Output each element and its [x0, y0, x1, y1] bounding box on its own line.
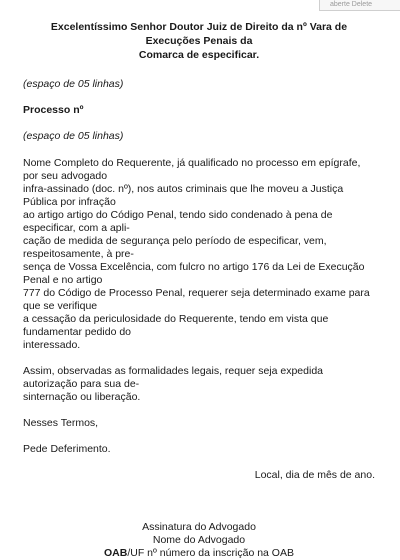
date-line: Local, dia de mês de ano.: [254, 469, 375, 481]
oab-registration: [23, 547, 375, 560]
paragraph-line: sença de Vossa Excelência, com fulcro no artigo 176 da Lei de Execução Penal e no artigo: [23, 261, 365, 286]
closing-terms: Nesses Termos,: [23, 417, 99, 429]
paragraph-line: interessado.: [23, 339, 81, 351]
lawyer-name: Nome do Advogado: [152, 534, 246, 546]
paragraph-line: sinternação ou liberação.: [23, 391, 141, 403]
paragraph-line: cação de medida de segurança pelo período de especificar, vem, respeitosamente, à pre-: [23, 235, 327, 260]
spacing-note-2: (espaço de 05 linhas): [23, 130, 124, 142]
spacing-note-1: (espaço de 05 linhas): [23, 78, 124, 90]
paragraph-line: infra-assinado (doc. nº), nos autos criminais que lhe moveu a Justiça Pública por infração: [23, 183, 344, 208]
petition-paragraph-2: [23, 365, 375, 404]
signature-block: [23, 521, 375, 560]
paragraph-line: a cessação da periculosidade do Requerente, tendo em vista que fundamentar pedido do: [23, 313, 329, 338]
document-header: [23, 20, 375, 62]
header-title-line-1: Excelentíssimo Senhor Doutor Juiz de Direito da nº Vara de Execuções Penais da: [50, 21, 348, 47]
closing-request: Pede Deferimento.: [23, 443, 111, 455]
paragraph-line: Nome Completo do Requerente, já qualificado no processo em epígrafe, por seu advogado: [23, 157, 361, 182]
header-title-line-2: Comarca de especificar.: [138, 49, 260, 61]
signature-line: Assinatura do Advogado: [142, 521, 256, 533]
oab-prefix: OAB: [103, 547, 128, 559]
petition-paragraph-1: [23, 157, 375, 352]
paragraph-line: 777 do Código de Processo Penal, requerer seja determinado exame para que se verifique: [23, 287, 370, 312]
document-page: [23, 20, 375, 560]
corner-tag: aberte Delete: [319, 0, 400, 11]
paragraph-line: Assim, observadas as formalidades legais, requer seja expedida autorização para sua de-: [23, 365, 323, 390]
paragraph-line: ao artigo artigo do Código Penal, tendo sido condenado à pena de especificar, com a apli-: [23, 209, 333, 234]
process-label: Processo nº: [23, 104, 84, 116]
oab-details: /UF nº número da inscrição na OAB: [127, 547, 294, 559]
